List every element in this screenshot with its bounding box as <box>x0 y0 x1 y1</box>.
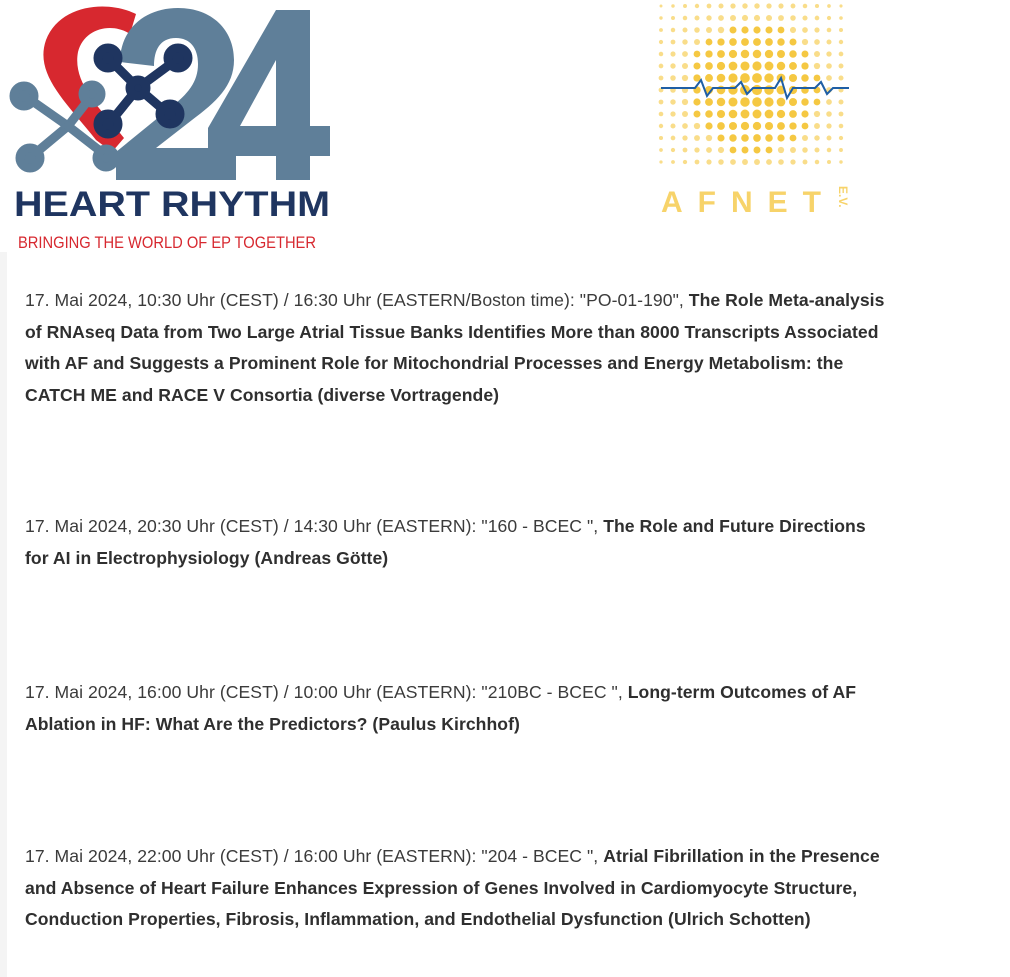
afnet-dot <box>659 16 662 19</box>
afnet-dot <box>660 5 663 8</box>
afnet-dot <box>742 3 747 8</box>
afnet-dot <box>742 147 749 154</box>
afnet-dot <box>789 62 797 70</box>
afnet-dot <box>741 50 749 58</box>
afnet-dot <box>695 4 699 8</box>
afnet-dot <box>839 28 843 32</box>
afnet-dot <box>803 160 808 165</box>
afnet-dot <box>839 112 844 117</box>
afnet-dot <box>754 3 759 8</box>
afnet-dot <box>826 111 832 117</box>
afnet-dot <box>659 100 664 105</box>
afnet-dot <box>659 52 663 56</box>
afnet-dot <box>682 63 688 69</box>
afnet-dot <box>729 122 737 130</box>
afnet-dot <box>789 122 796 129</box>
heart-rhythm-logo <box>8 2 338 254</box>
afnet-dot <box>826 99 832 105</box>
afnet-dot <box>765 38 773 46</box>
afnet-dot <box>766 15 772 21</box>
afnet-dot <box>729 38 737 46</box>
afnet-dot <box>706 15 711 20</box>
afnet-dot <box>718 147 724 153</box>
afnet-dot <box>670 111 675 116</box>
afnet-dot <box>803 4 808 9</box>
afnet-dot <box>826 51 831 56</box>
afnet-dot <box>765 50 773 58</box>
afnet-dot <box>705 62 713 70</box>
afnet-dot <box>789 98 797 106</box>
event-info: 17. Mai 2024, 22:00 Uhr (CEST) / 16:00 Uhr (EASTERN): "204 - BCEC ", <box>25 846 604 866</box>
afnet-dot <box>752 97 762 107</box>
afnet-dot <box>838 75 843 80</box>
event-title: Long-term Outcomes of AF Ablation in HF: What Are the Predictors? (Paulus Kirchhof) <box>25 682 857 734</box>
afnet-dot <box>839 16 843 20</box>
afnet-dot <box>801 98 808 105</box>
afnet-dot <box>671 40 676 45</box>
afnet-dot <box>802 27 808 33</box>
afnet-dot <box>814 39 820 45</box>
afnet-dot <box>789 74 797 82</box>
afnet-dot <box>814 51 820 57</box>
afnet-dot <box>802 135 808 141</box>
afnet-dot <box>683 148 688 153</box>
afnet-dot <box>754 15 760 21</box>
afnet-dot <box>659 148 663 152</box>
afnet-dot <box>778 147 784 153</box>
afnet-dot <box>766 3 771 8</box>
afnet-dot <box>671 28 675 32</box>
afnet-dot <box>742 159 748 165</box>
afnet-dot <box>729 26 736 33</box>
afnet-dot <box>802 15 807 20</box>
afnet-dot <box>717 38 724 45</box>
afnet-dot <box>815 160 819 164</box>
heart-rhythm-tagline: BRINGING THE WORLD OF EP TOGETHER <box>18 233 316 252</box>
afnet-dot <box>705 98 713 106</box>
afnet-dot <box>683 28 688 33</box>
event-info: 17. Mai 2024, 16:00 Uhr (CEST) / 10:00 Uhr (EASTERN): "210BC - BCEC ", <box>25 682 628 702</box>
event-title: The Role and Future Directions for AI in Electrophysiology (Andreas Götte) <box>25 516 866 568</box>
afnet-dot <box>778 15 784 21</box>
afnet-dot <box>659 124 663 128</box>
afnet-dot <box>801 110 808 117</box>
afnet-dot <box>671 16 675 20</box>
afnet-dot <box>778 3 783 8</box>
afnet-dot <box>814 99 821 106</box>
afnet-dot <box>827 148 831 152</box>
event-entry <box>25 511 885 574</box>
afnet-dot <box>682 39 687 44</box>
afnet-dot <box>790 27 796 33</box>
afnet-dot <box>730 15 736 21</box>
afnet-dot <box>694 39 700 45</box>
afnet-dot <box>778 159 784 165</box>
afnet-suffix: E.V. <box>836 186 850 208</box>
afnet-dot <box>765 122 773 130</box>
afnet-dot <box>801 62 808 69</box>
heart-rhythm-wordmark: HEART RHYTHM <box>14 185 330 224</box>
afnet-dot <box>742 15 748 21</box>
afnet-dot <box>659 64 664 69</box>
afnet-dot <box>671 136 676 141</box>
event-title: The Role Meta-analysis of RNAseq Data from Two Large Atrial Tissue Banks Identifies More than 8000 Transcripts Associated with AF and Suggests a Prominent Role for Mitochondrial Processes and Energy Metabolism: the CATCH ME and RACE V Consortia (diverse Vortragende) <box>25 290 885 405</box>
afnet-dot <box>683 16 688 21</box>
afnet-dot <box>728 97 737 106</box>
afnet-dot <box>814 111 820 117</box>
afnet-dot <box>802 123 809 130</box>
afnet-dot <box>741 122 749 130</box>
afnet-dot <box>694 135 700 141</box>
afnet-dot <box>706 135 712 141</box>
afnet-dot <box>766 159 772 165</box>
afnet-dot <box>838 99 843 104</box>
afnet-dot <box>764 97 773 106</box>
afnet-dot <box>659 160 662 163</box>
afnet-dot <box>694 27 700 33</box>
afnet-dot <box>682 99 688 105</box>
afnet-dot <box>670 51 675 56</box>
afnet-dot <box>754 147 761 154</box>
afnet-dot <box>717 50 725 58</box>
afnet-dot <box>705 74 713 82</box>
afnet-dot <box>718 159 724 165</box>
afnet-dot <box>730 147 737 154</box>
afnet-dot <box>839 40 843 44</box>
afnet-dot <box>826 123 831 128</box>
afnet-dot <box>753 38 761 46</box>
afnet-dot <box>717 98 725 106</box>
afnet-dot <box>814 147 819 152</box>
afnet-dot <box>790 135 797 142</box>
afnet-dot <box>814 63 820 69</box>
afnet-dot <box>839 160 842 163</box>
afnet-dot <box>753 122 761 130</box>
afnet-dot <box>682 51 688 57</box>
afnet-dot <box>839 136 843 140</box>
event-entry <box>25 677 885 740</box>
afnet-wordmark: AFNET <box>661 186 821 219</box>
afnet-dot <box>741 134 749 142</box>
afnet-dot <box>839 64 844 69</box>
afnet-dot <box>740 97 750 107</box>
afnet-dot <box>717 110 725 118</box>
afnet-dot <box>764 85 774 95</box>
afnet-dot <box>790 159 795 164</box>
afnet-dot <box>718 3 723 8</box>
afnet-dot <box>693 62 700 69</box>
afnet-dot <box>671 4 674 7</box>
afnet-dot <box>717 62 725 70</box>
afnet-dot <box>694 123 700 129</box>
afnet-dot <box>789 110 797 118</box>
afnet-dot <box>754 159 760 165</box>
afnet-dot <box>801 74 808 81</box>
afnet-dot <box>753 110 762 119</box>
afnet-dot <box>695 16 700 21</box>
afnet-dot <box>777 62 785 70</box>
afnet-dot <box>670 99 675 104</box>
afnet-dot <box>826 75 832 81</box>
afnet-dot <box>705 122 712 129</box>
afnet-dot <box>777 134 784 141</box>
afnet-dot <box>814 123 820 129</box>
afnet-dot <box>695 160 700 165</box>
afnet-dot <box>741 38 749 46</box>
afnet-dot <box>802 39 808 45</box>
afnet-dot <box>730 159 736 165</box>
afnet-dot <box>826 63 832 69</box>
afnet-dot <box>707 4 712 9</box>
afnet-dot <box>827 28 832 33</box>
afnet-dot <box>706 147 712 153</box>
afnet-dot <box>753 50 762 59</box>
left-edge-strip <box>0 252 7 977</box>
afnet-dot <box>752 85 762 95</box>
afnet-dot <box>802 51 809 58</box>
afnet-dot <box>839 52 844 57</box>
afnet-dot <box>826 39 831 44</box>
afnet-dot <box>659 28 663 32</box>
afnet-dot <box>740 61 749 70</box>
afnet-dot <box>705 110 713 118</box>
afnet-dot <box>765 134 773 142</box>
afnet-dot <box>815 16 820 21</box>
afnet-dot <box>682 111 688 117</box>
afnet-dot <box>718 15 724 21</box>
afnet-dot <box>729 62 738 71</box>
afnet-dot <box>671 160 675 164</box>
afnet-dot <box>682 75 688 81</box>
afnet-dot <box>827 160 831 164</box>
afnet-dot <box>717 74 726 83</box>
afnet-dot <box>815 4 819 8</box>
afnet-dot <box>827 136 832 141</box>
afnet-dot <box>659 136 663 140</box>
afnet-dot <box>814 27 819 32</box>
afnet-dot <box>729 50 737 58</box>
afnet-dot <box>766 147 773 154</box>
afnet-dot <box>741 110 750 119</box>
afnet-dot <box>839 124 844 129</box>
afnet-dot <box>682 123 688 129</box>
afnet-dot <box>717 86 726 95</box>
afnet-dot <box>659 112 664 117</box>
afnet-dot <box>682 135 687 140</box>
afnet-dot <box>693 98 700 105</box>
afnet-dot <box>814 75 821 82</box>
afnet-dot <box>671 148 675 152</box>
afnet-dot <box>790 15 796 21</box>
afnet-logo <box>655 0 855 222</box>
afnet-dot <box>789 38 796 45</box>
afnet-dot <box>827 4 831 8</box>
afnet-dot <box>729 134 736 141</box>
afnet-dot <box>683 4 687 8</box>
afnet-dot <box>827 16 831 20</box>
afnet-dot <box>777 98 786 107</box>
afnet-dot <box>790 147 796 153</box>
afnet-dot <box>728 73 737 82</box>
afnet-dot <box>791 4 796 9</box>
afnet-dot <box>765 62 774 71</box>
afnet-dot <box>706 39 713 46</box>
afnet-dot <box>670 123 675 128</box>
afnet-dot <box>839 148 843 152</box>
afnet-dot <box>753 134 761 142</box>
afnet-dot <box>694 111 701 118</box>
afnet-dot <box>814 135 819 140</box>
event-info: 17. Mai 2024, 20:30 Uhr (CEST) / 14:30 Uhr (EASTERN): "160 - BCEC ", <box>25 516 604 536</box>
afnet-dot <box>777 38 784 45</box>
event-entry <box>25 285 885 411</box>
afnet-dot <box>789 50 797 58</box>
afnet-dot <box>741 26 748 33</box>
afnet-dot <box>730 3 735 8</box>
afnet-dot <box>777 50 785 58</box>
afnet-dot <box>670 75 676 81</box>
afnet-dot <box>777 110 785 118</box>
afnet-dot <box>765 26 772 33</box>
afnet-dot-sphere <box>659 3 844 165</box>
afnet-dot <box>717 134 724 141</box>
afnet-dot <box>802 147 808 153</box>
afnet-dot <box>717 122 725 130</box>
afnet-dot <box>718 27 724 33</box>
afnet-dot <box>778 27 785 34</box>
afnet-dot <box>729 110 738 119</box>
afnet-dot <box>683 160 687 164</box>
event-info: 17. Mai 2024, 10:30 Uhr (CEST) / 16:30 Uhr (EASTERN/Boston time): "PO-01-190", <box>25 290 689 310</box>
afnet-dot <box>694 51 701 58</box>
afnet-dot <box>706 27 712 33</box>
afnet-dot <box>753 26 760 33</box>
afnet-dot <box>694 147 699 152</box>
afnet-dot <box>765 110 774 119</box>
afnet-dot <box>839 4 842 7</box>
afnet-dot <box>670 63 675 68</box>
afnet-dot <box>752 61 761 70</box>
afnet-dot <box>659 76 664 81</box>
afnet-dot <box>752 73 762 83</box>
event-title: Atrial Fibrillation in the Presence and Absence of Heart Failure Enhances Expression of Genes Involved in Cardiomyocyte Structure, Conduction Properties, Fibrosis, Inflammation, and Endothelial Dysfunction (Ulrich Schotten) <box>25 846 880 929</box>
afnet-dot <box>706 159 711 164</box>
event-entry <box>25 841 885 936</box>
afnet-dot <box>659 40 663 44</box>
afnet-dot <box>764 73 773 82</box>
afnet-dot <box>777 122 785 130</box>
afnet-dot <box>705 50 712 57</box>
